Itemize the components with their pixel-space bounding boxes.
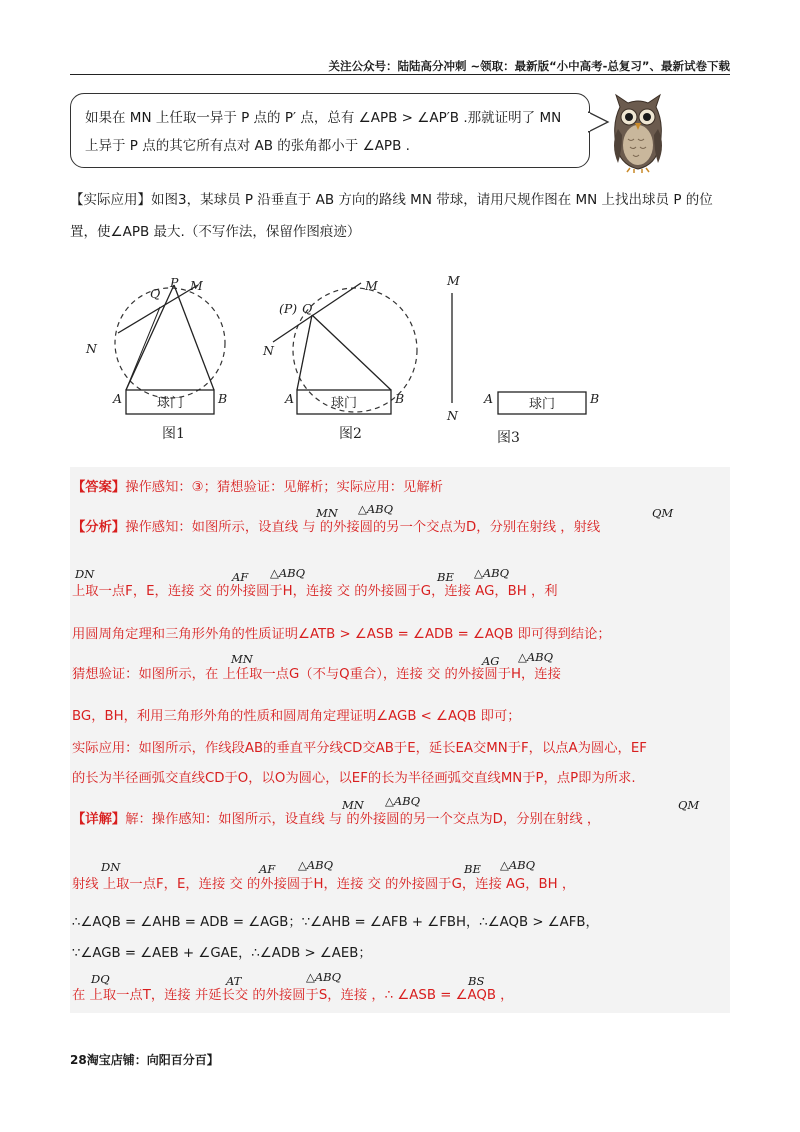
sup-qm: QM <box>652 506 674 520</box>
detail-line-3: ∴∠AQB = ∠AHB = ADB = ∠AGB；∵∠AHB = ∠AFB + ∠FBH，∴∠AQB > ∠AFB， <box>72 915 599 930</box>
sup-triangle: △ABQ <box>358 502 394 516</box>
fig1-caption: 图1 <box>162 426 185 442</box>
fig1-label-b: B <box>218 391 228 406</box>
sup-ag: AG <box>482 654 500 668</box>
sup-be: BE <box>437 570 454 584</box>
sup-qm: QM <box>678 798 700 812</box>
sup-mn: MN <box>342 798 364 812</box>
sup-af: AF <box>232 570 249 584</box>
fig1-label-m: M <box>190 278 203 293</box>
figure-3 <box>435 275 610 450</box>
page-footer: 28淘宝店铺：向阳百分百】 <box>70 1053 219 1067</box>
sup-mn: MN <box>231 652 253 666</box>
sup-triangle: △ABQ <box>306 970 342 984</box>
bubble-line-1: 如果在 MN 上任取一异于 P 点的 P′ 点，总有 ∠APB > ∠AP′B .那就证明了 MN <box>85 110 562 126</box>
sup-triangle: △ABQ <box>298 858 334 872</box>
fig2-label-b: B <box>395 391 405 406</box>
fig2-label-q: Q <box>302 301 313 316</box>
detail-line-5: 在 上取一点T，连接 并延长交 的外接圆于S，连接 ，∴ ∠ASB = ∠AQB ， <box>72 988 514 1003</box>
sup-dn: DN <box>101 860 121 874</box>
sup-triangle: △ABQ <box>518 650 554 664</box>
sup-triangle: △ABQ <box>500 858 536 872</box>
answer-line <box>72 476 730 495</box>
detail-line-1 <box>72 808 730 827</box>
fig2-label-n: N <box>263 343 274 358</box>
fig2-label-p: (P) <box>279 301 298 316</box>
sup-at: AT <box>226 974 242 988</box>
practical-line-1: 实际应用：如图所示，作线段AB的垂直平分线CD交AB于E，延长EA交MN于F，以点A为圆心，EF <box>72 741 647 756</box>
fig3-caption: 图3 <box>497 430 520 446</box>
figure-2 <box>255 275 430 450</box>
detail-line-2: 射线 上取一点F，E，连接 交 的外接圆于H，连接 交 的外接圆于G，连接 AG，BH ， <box>72 877 576 892</box>
answer-tag: 【答案】 <box>72 480 126 495</box>
figure-1 <box>80 275 240 450</box>
answer-text: 操作感知：③；猜想验证：见解析；实际应用：见解析 <box>125 480 443 495</box>
fig3-label-b: B <box>590 391 600 406</box>
analysis-line-2: 上取一点F，E，连接 交 的外接圆于H，连接 交 的外接圆于G，连接 AG，BH ，利 <box>72 584 558 599</box>
detail-tag: 【详解】 <box>72 812 126 827</box>
fig2-label-m: M <box>365 278 378 293</box>
analysis-line-1-text: 操作感知：如图所示，设直线 与 的外接圆的另一个交点为D，分别在射线 ，射线 <box>125 520 601 535</box>
analysis-tag: 【分析】 <box>72 520 126 535</box>
conjecture-line-1: 猜想验证：如图所示，在 上任取一点G（不与Q重合），连接 交 的外接圆于H，连接 <box>72 667 561 682</box>
fig3-label-m: M <box>447 275 460 288</box>
sup-triangle: △ABQ <box>474 566 510 580</box>
practical-line-2: 的长为半径画弧交直线CD于O，以O为圆心，以EF的长为半径画弧交直线MN于P，点P即为所求. <box>72 771 636 786</box>
goal-label: 球门 <box>528 397 556 412</box>
header-divider <box>70 74 730 75</box>
sup-triangle: △ABQ <box>385 794 421 808</box>
sup-dn: DN <box>75 567 95 581</box>
fig1-label-n: N <box>86 341 97 356</box>
application-line-1: 【实际应用】如图3，某球员 P 沿垂直于 AB 方向的路线 MN 带球，请用尺规作图在 MN 上找出球员 P 的位 <box>70 192 713 208</box>
analysis-line-3: 用圆周角定理和三角形外角的性质证明∠ATB > ∠ASB = ∠ADB = ∠AQB 即可得到结论； <box>72 627 611 642</box>
fig3-label-n: N <box>447 408 458 423</box>
goal-label: 球门 <box>156 396 184 411</box>
sup-mn: MN <box>316 506 338 520</box>
speech-bubble <box>70 93 590 168</box>
sup-af: AF <box>259 862 276 876</box>
page-header: 关注公众号：陆陆高分冲刺 ~领取：最新版“小中高考-总复习”、最新试卷下载 <box>328 59 730 73</box>
fig2-label-a: A <box>285 391 295 406</box>
conjecture-line-2: BG，BH，利用三角形外角的性质和圆周角定理证明∠AGB < ∠AQB 即可； <box>72 709 521 724</box>
sup-triangle: △ABQ <box>270 566 306 580</box>
fig2-caption: 图2 <box>339 426 362 442</box>
detail-line-4: ∵∠AGB = ∠AEB + ∠GAE，∴∠ADB > ∠AEB； <box>72 946 372 961</box>
fig1-label-a: A <box>113 391 123 406</box>
owl-icon <box>608 93 668 173</box>
sup-be: BE <box>464 862 481 876</box>
application-line-2: 置，使∠APB 最大.（不写作法，保留作图痕迹） <box>70 224 361 240</box>
fig1-label-q: Q <box>150 286 161 301</box>
fig1-label-p: P <box>170 275 179 290</box>
detail-line-1-text: 解：操作感知：如图所示，设直线 与 的外接圆的另一个交点为D，分别在射线 ， <box>125 812 601 827</box>
sup-bs: BS <box>468 974 485 988</box>
fig3-label-a: A <box>484 391 494 406</box>
analysis-line-1 <box>72 516 730 535</box>
goal-label: 球门 <box>330 396 358 411</box>
sup-dq: DQ <box>91 972 110 986</box>
bubble-line-2: 上异于 P 点的其它所有点对 AB 的张角都小于 ∠APB . <box>85 138 410 154</box>
bubble-tail <box>588 108 610 138</box>
